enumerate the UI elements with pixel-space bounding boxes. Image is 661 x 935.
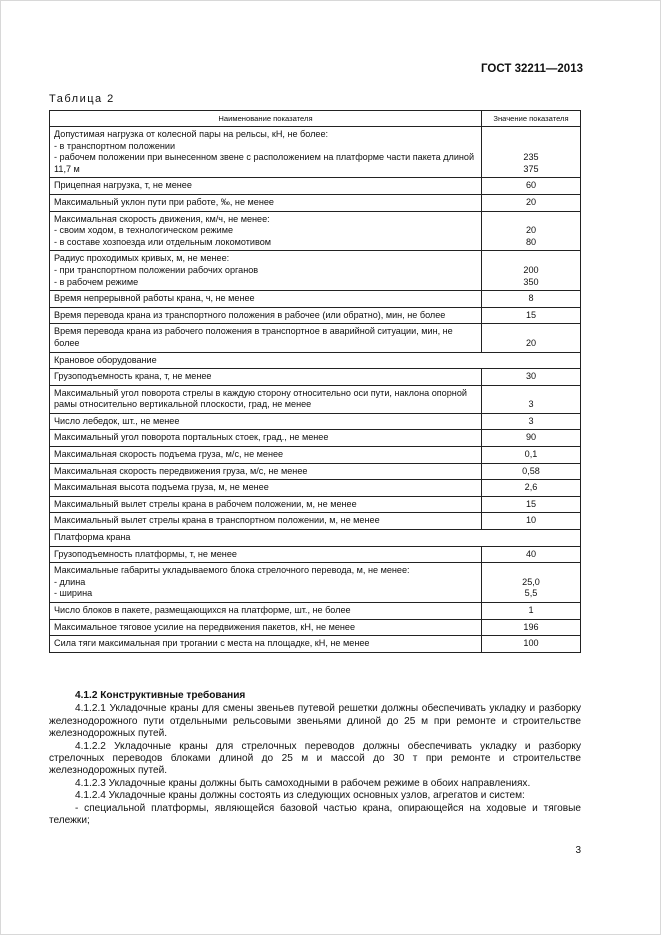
parameter-name-cell bbox=[50, 127, 482, 178]
parameter-name-cell bbox=[50, 496, 482, 513]
parameter-value-cell bbox=[482, 385, 581, 413]
parameter-value: 0,58 bbox=[522, 465, 540, 476]
table-body bbox=[50, 127, 581, 653]
parameter-line: - при транспортном положении рабочих органов bbox=[54, 264, 259, 275]
parameter-value: 1 bbox=[528, 605, 534, 615]
table-row bbox=[50, 513, 581, 530]
table-row bbox=[50, 447, 581, 464]
parameter-name-cell bbox=[50, 413, 482, 430]
table-row bbox=[50, 563, 581, 603]
parameter-name-cell bbox=[50, 447, 482, 464]
parameter-name-cell bbox=[50, 546, 482, 563]
parameter-line: Максимальный уклон пути при работе, ‰, не менее bbox=[54, 196, 274, 207]
parameter-value-cell bbox=[482, 413, 581, 430]
parameter-value-cell bbox=[482, 127, 581, 178]
parameter-line: - длина bbox=[54, 576, 86, 587]
table-row bbox=[50, 463, 581, 480]
parameter-name-cell bbox=[50, 369, 482, 386]
parameter-name-cell bbox=[50, 324, 482, 352]
table-row bbox=[50, 496, 581, 513]
parameter-value: 8 bbox=[528, 293, 534, 304]
table-row bbox=[50, 291, 581, 308]
parameter-name-cell bbox=[50, 603, 482, 620]
table-row bbox=[50, 307, 581, 324]
table-row bbox=[50, 385, 581, 413]
parameter-value-cell bbox=[482, 291, 581, 308]
table-row bbox=[50, 603, 581, 620]
parameter-value: 15 bbox=[525, 498, 537, 509]
parameter-line: Грузоподъемность платформы, т, не менее bbox=[54, 548, 237, 559]
specifications-table bbox=[49, 110, 581, 653]
parameter-value-cell bbox=[482, 324, 581, 352]
table-row bbox=[50, 480, 581, 497]
table-section-row bbox=[50, 352, 581, 369]
parameter-name-cell bbox=[50, 513, 482, 530]
parameter-name-cell bbox=[50, 307, 482, 324]
table-row bbox=[50, 324, 581, 352]
parameter-value: 25,0 bbox=[522, 576, 540, 587]
parameter-line: - в транспортном положении bbox=[54, 140, 176, 151]
table-row bbox=[50, 127, 581, 178]
parameter-line: - в рабочем режиме bbox=[54, 276, 139, 287]
parameter-line: - рабочем положении при вынесенном звене с расположением на платформе части пакета длиной 11,7 м bbox=[54, 152, 475, 174]
parameter-line: Максимальные габариты укладываемого блока стрелочного перевода, м, не менее: bbox=[54, 565, 410, 576]
parameter-value: 40 bbox=[525, 548, 537, 559]
parameter-value: 60 bbox=[525, 180, 537, 191]
parameter-value-cell bbox=[482, 447, 581, 464]
table-header-row bbox=[50, 111, 581, 127]
parameter-value-cell bbox=[482, 636, 581, 653]
parameter-value-cell bbox=[482, 369, 581, 386]
parameter-line: - в составе хозпоезда или отдельным локомотивом bbox=[54, 236, 272, 247]
parameter-value: 235 bbox=[523, 152, 539, 163]
paragraph: 4.1.2.3 Укладочные краны должны быть самоходными в рабочем режиме в обоих направлениях. bbox=[75, 777, 531, 789]
parameter-value-cell bbox=[482, 603, 581, 620]
parameter-value: 90 bbox=[525, 432, 537, 443]
table-section-row bbox=[50, 530, 581, 547]
parameter-value: 3 bbox=[528, 399, 534, 410]
parameter-line: - ширина bbox=[54, 588, 93, 599]
parameter-value: 375 bbox=[523, 163, 539, 174]
column-header-name: Наименование показателя bbox=[50, 111, 482, 127]
parameter-value: 10 bbox=[525, 515, 537, 526]
parameter-value: 0,1 bbox=[524, 449, 538, 460]
parameter-line: - своим ходом, в технологическом режиме bbox=[54, 225, 234, 236]
parameter-line: Максимальная высота подъема груза, м, не менее bbox=[54, 482, 269, 493]
parameter-name-cell bbox=[50, 619, 482, 636]
table-row bbox=[50, 194, 581, 211]
parameter-line: Число лебедок, шт., не менее bbox=[54, 415, 180, 426]
parameter-value-cell bbox=[482, 307, 581, 324]
parameter-name-cell bbox=[50, 430, 482, 447]
parameter-line: Максимальный вылет стрелы крана в транспортном положении, м, не менее bbox=[54, 515, 380, 526]
table-row bbox=[50, 430, 581, 447]
parameter-value: 80 bbox=[525, 236, 537, 247]
table-row bbox=[50, 211, 581, 251]
parameter-value-cell bbox=[482, 463, 581, 480]
parameter-name-cell bbox=[50, 291, 482, 308]
parameter-name-cell bbox=[50, 563, 482, 603]
parameter-value-cell bbox=[482, 513, 581, 530]
parameter-value-cell bbox=[482, 251, 581, 291]
parameter-value-cell bbox=[482, 178, 581, 195]
table-row bbox=[50, 178, 581, 195]
parameter-name-cell bbox=[50, 211, 482, 251]
paragraph: 4.1.2.2 Укладочные краны для стрелочных переводов должны обеспечивать укладку и разборку стрелочных переводов блоками длиной до 25 м и массой до 30 т при ремонте и строительстве железнодорожных путей. bbox=[49, 740, 581, 777]
table-row bbox=[50, 546, 581, 563]
parameter-value-cell bbox=[482, 546, 581, 563]
parameter-line: Допустимая нагрузка от колесной пары на рельсы, кН, не более: bbox=[54, 129, 329, 139]
parameter-line: Прицепная нагрузка, т, не менее bbox=[54, 180, 192, 191]
table-row bbox=[50, 369, 581, 386]
paragraph: 4.1.2.1 Укладочные краны для смены звеньев путевой решетки должны обеспечивать укладку и разборку железнодорожного пути отдельными рельсовыми звеньями длиной до 25 м при ремонте и строительстве железнодорожных путей. bbox=[49, 703, 581, 740]
parameter-value: 3 bbox=[528, 415, 534, 426]
parameter-name-cell bbox=[50, 194, 482, 211]
parameter-line: Максимальная скорость подъема груза, м/с, не менее bbox=[54, 449, 284, 460]
parameter-value: 20 bbox=[525, 337, 537, 348]
section-title: Крановое оборудование bbox=[50, 352, 581, 369]
body-text bbox=[49, 690, 581, 827]
parameter-value: 196 bbox=[523, 621, 539, 632]
parameter-line: Максимальный угол поворота портальных стоек, град., не менее bbox=[54, 432, 329, 443]
parameter-value: 2,6 bbox=[524, 482, 538, 493]
parameter-value-cell bbox=[482, 496, 581, 513]
parameter-name-cell bbox=[50, 385, 482, 413]
parameter-value-cell bbox=[482, 480, 581, 497]
paragraph: 4.1.2.4 Укладочные краны должны состоять из следующих основных узлов, агрегатов и систем: bbox=[75, 790, 525, 802]
section-title: Платформа крана bbox=[50, 530, 581, 547]
section-heading: 4.1.2 Конструктивные требования bbox=[75, 690, 246, 701]
parameter-value: 350 bbox=[523, 276, 539, 287]
parameter-line: Максимальный угол поворота стрелы в каждую сторону относительно оси пути, наклона опорной рамы относительно вертикальной плоскости, град, не менее bbox=[54, 387, 467, 410]
table-caption: Таблица 2 bbox=[49, 93, 115, 105]
parameter-line: Число блоков в пакете, размещающихся на платформе, шт., не более bbox=[54, 605, 351, 615]
parameter-value: 5,5 bbox=[524, 588, 538, 599]
parameter-value-cell bbox=[482, 619, 581, 636]
parameter-value: 20 bbox=[525, 225, 537, 236]
parameter-name-cell bbox=[50, 636, 482, 653]
parameter-line: Время непрерывной работы крана, ч, не менее bbox=[54, 293, 255, 304]
parameter-line: Максимальное тяговое усилие на передвижения пакетов, кН, не менее bbox=[54, 621, 356, 632]
parameter-value: 15 bbox=[525, 309, 537, 320]
table-row bbox=[50, 251, 581, 291]
table-row bbox=[50, 413, 581, 430]
page-number: 3 bbox=[575, 845, 581, 856]
parameter-name-cell bbox=[50, 178, 482, 195]
parameter-value: 100 bbox=[523, 638, 539, 649]
paragraph: - специальной платформы, являющейся базовой частью крана, опирающейся на ходовые и тяговые тележки; bbox=[49, 802, 581, 827]
parameter-name-cell bbox=[50, 463, 482, 480]
parameter-value-cell bbox=[482, 194, 581, 211]
document-code: ГОСТ 32211—2013 bbox=[481, 63, 583, 75]
parameter-line: Сила тяги максимальная при трогании с места на площадке, кН, не менее bbox=[54, 638, 370, 649]
column-header-value: Значение показателя bbox=[482, 111, 581, 127]
parameter-line: Время перевода крана из транспортного положения в рабочее (или обратно), мин, не более bbox=[54, 309, 446, 320]
parameter-value-cell bbox=[482, 211, 581, 251]
parameter-line: Максимальная скорость движения, км/ч, не менее: bbox=[54, 213, 270, 224]
parameter-line: Время перевода крана из рабочего положения в транспортное в аварийной ситуации, мин, не более bbox=[54, 326, 453, 348]
parameter-value-cell bbox=[482, 563, 581, 603]
parameter-value: 200 bbox=[523, 264, 539, 275]
parameter-line: Грузоподъемность крана, т, не менее bbox=[54, 371, 212, 382]
parameter-line: Максимальный вылет стрелы крана в рабочем положении, м, не менее bbox=[54, 498, 357, 509]
parameter-name-cell bbox=[50, 480, 482, 497]
parameter-value: 30 bbox=[525, 371, 537, 382]
parameter-value-cell bbox=[482, 430, 581, 447]
parameter-value: 20 bbox=[525, 196, 537, 207]
parameter-line: Максимальная скорость передвижения груза, м/с, не менее bbox=[54, 465, 308, 476]
parameter-name-cell bbox=[50, 251, 482, 291]
parameter-line: Радиус проходимых кривых, м, не менее: bbox=[54, 253, 230, 264]
table-row bbox=[50, 636, 581, 653]
table-row bbox=[50, 619, 581, 636]
